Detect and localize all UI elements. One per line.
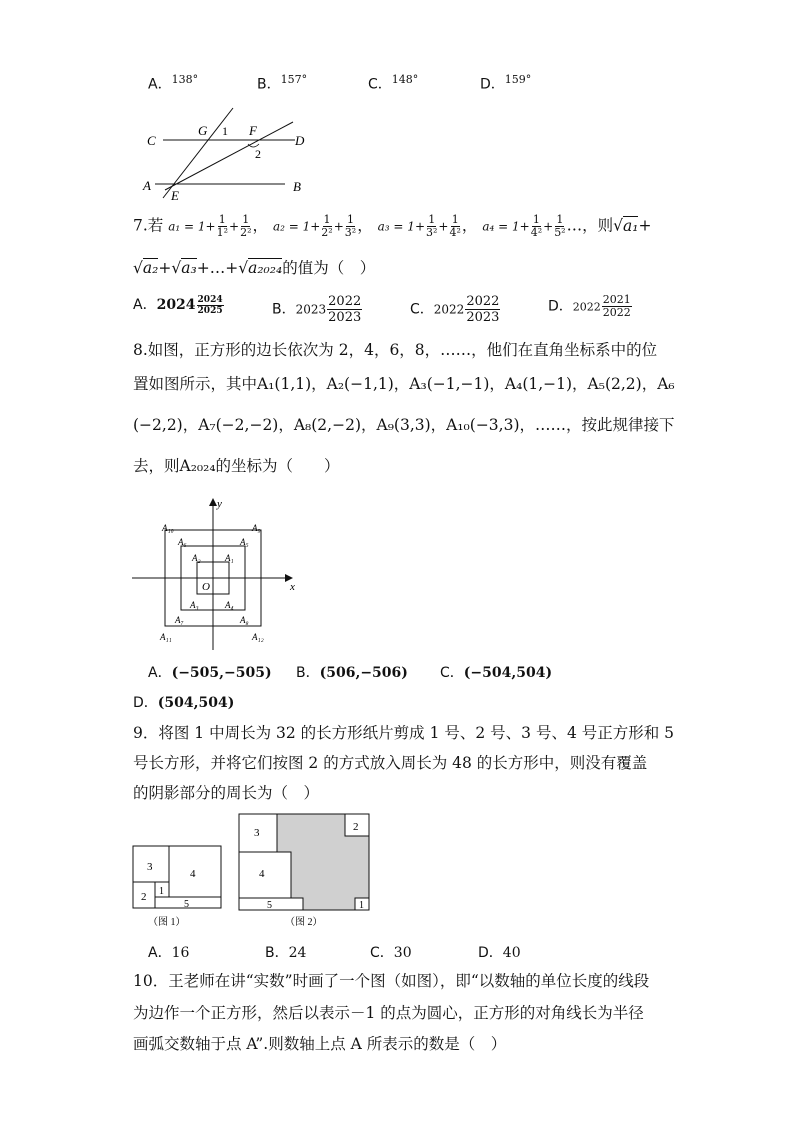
label-a10: A₁₀ (162, 523, 174, 533)
label-e: E (171, 188, 179, 203)
q10-line-2: 为边作一个正方形，然后以表示－1 的点为圆心，正方形的对角线长为半径 (133, 1004, 644, 1022)
q7-a3-prefix: a₃ = 1+ (377, 219, 425, 234)
q10-line-3: 画弧交数轴于点 A”.则数轴上点 A 所表示的数是（ ） (133, 1035, 507, 1053)
fig2-label-3: 3 (254, 827, 260, 839)
fig1-label-2: 2 (141, 891, 147, 903)
q7-tail: 的值为（ ） (282, 259, 376, 277)
q7-line-1: 7.若 a₁ = 1+ $\frac{1}{\text{1²}}$ + $\frac{1}{\text{2²}}$ ， a₂ = 1+ $\frac{1}{\text{2²}}$ + $\frac{1}{\text{3²}}$ ， a₃ = 1+ $\frac{1}{\text{3²}}$ + $\frac{1}{\text{4²}}$ ， a₄ = 1+ $\frac{1}{\text{4²}}$ + $\frac{1}{\text{5²}}$ …，则√a₁+ (133, 213, 652, 239)
q7-a4-prefix: a₄ = 1+ (482, 219, 530, 234)
q7-ellipsis: …，则 (566, 216, 614, 235)
fig2-label-4: 4 (259, 868, 265, 880)
q9-option-b[interactable]: B．24 (265, 945, 307, 961)
label-x: x (290, 581, 295, 593)
q7-intro: 若 (147, 216, 164, 235)
q6-option-c[interactable] (368, 73, 418, 94)
label-a3: A₃ (190, 600, 199, 610)
q7-number: 7. (133, 216, 148, 235)
label-a8: A₈ (240, 615, 249, 625)
q6-option-d[interactable] (480, 73, 531, 94)
q9-line-2: 号长方形，并将它们按图 2 的方式放入周长为 48 的长方形中，则没有覆盖 (133, 754, 648, 772)
q8-line-3: (−2,2)，A₇(−2,−2)，A₈(2,−2)，A₉(3,3)，A₁₀(−3,3)，……，按此规律接下 (133, 416, 675, 434)
q9-option-a[interactable]: A．16 (148, 945, 190, 961)
label-a12: A₁₂ (252, 632, 264, 642)
q7-option-b[interactable]: B．2023 $\frac{2022}{2023}$ (272, 294, 362, 325)
q8-line-2: 置如图所示，其中A₁(1,1)，A₂(−1,1)，A₃(−1,−1)，A₄(1,−1)，A₅(2,2)，A₆ (133, 375, 675, 393)
q7-sqrt-a3: √a₃ (171, 259, 197, 277)
label-a1: A₁ (225, 553, 234, 563)
fig1-label-3: 3 (147, 861, 153, 873)
q6-parallel-lines-figure (135, 100, 315, 205)
q9-option-c[interactable]: C．30 (370, 945, 412, 961)
q7-a3-frac2: $\frac{1}{\text{4²}}$ (449, 213, 461, 239)
fig2-caption: （图 2） (285, 917, 323, 928)
q8-line-4: 去，则A₂₀₂₄的坐标为（ ） (133, 457, 340, 475)
q7-a4-frac2: $\frac{1}{\text{5²}}$ (554, 213, 566, 239)
label-a: A (143, 178, 151, 193)
fig2-label-5: 5 (267, 900, 272, 911)
q6-option-c-letter: C． (368, 76, 392, 93)
label-a11: A₁₁ (160, 632, 172, 642)
q9-figure-2 (237, 812, 373, 930)
q6-option-c-value: 148° (391, 73, 419, 86)
q8-option-c[interactable]: C．(−504,504) (440, 665, 553, 681)
q7-option-c[interactable]: C．2022 $\frac{2022}{2023}$ (410, 294, 500, 325)
q9-line-3: 的阴影部分的周长为（ ） (133, 784, 320, 802)
q10-line-1: 10．王老师在讲“实数”时画了一个图（如图），即“以数轴的单位长度的线段 (133, 972, 650, 990)
label-angle-2: 2 (255, 147, 261, 161)
label-b: B (293, 179, 301, 194)
label-c: C (147, 133, 156, 148)
q7-sqrt-a2: √a₂ (133, 259, 159, 277)
label-d: D (295, 133, 305, 148)
label-angle-1: 1 (222, 124, 228, 138)
q7-a2-prefix: a₂ = 1+ (272, 219, 321, 234)
q9-option-d[interactable]: D．40 (478, 945, 521, 961)
q9-figure-1 (132, 844, 224, 930)
q8-squares-figure (130, 495, 305, 655)
q7-sqrt-a2024: √a₂₀₂₄ (238, 259, 283, 277)
q7-option-d[interactable]: D．2022 $\frac{2021}{2022}$ (548, 293, 631, 319)
q8-option-a[interactable]: A．(−505,−505) (148, 665, 272, 681)
q6-option-d-letter: D． (480, 76, 505, 93)
q6-option-b-letter: B． (257, 76, 281, 93)
q7-a1-frac1: $\frac{1}{\text{1²}}$ (216, 213, 229, 239)
q8-option-d[interactable]: D．(504,504) (133, 695, 235, 711)
q6-option-a-value: 138° (171, 73, 199, 86)
q7-a2-frac2: $\frac{1}{\text{3²}}$ (344, 213, 357, 239)
fig1-label-4: 4 (190, 868, 196, 880)
fig2-label-2: 2 (353, 821, 359, 833)
q9-line-1: 9．将图 1 中周长为 32 的长方形纸片剪成 1 号、2 号、3 号、4 号正方形和 5 (133, 724, 675, 742)
q7-a2-frac1: $\frac{1}{\text{2²}}$ (321, 213, 333, 239)
label-origin: O (202, 581, 210, 593)
fig1-caption: （图 1） (148, 917, 186, 928)
label-y: y (217, 498, 222, 510)
q8-option-b[interactable]: B．(506,−506) (296, 665, 408, 681)
fig2-label-1: 1 (359, 900, 364, 911)
label-a4: A₄ (225, 600, 234, 610)
label-a5: A₅ (240, 537, 249, 547)
label-a9: A₉ (252, 523, 261, 533)
q6-option-d-value: 159° (504, 73, 532, 86)
q7-line-2: √a₂+√a₃+…+√a₂₀₂₄的值为（ ） (133, 259, 376, 277)
label-f: F (249, 123, 257, 138)
q6-option-a-letter: A． (148, 76, 172, 93)
q7-a4-frac1: $\frac{1}{\text{4²}}$ (530, 213, 543, 239)
q8-line-1: 8.如图，正方形的边长依次为 2，4，6，8，……，他们在直角坐标系中的位 (133, 341, 658, 359)
q7-sqrt-a1: √a₁ (613, 216, 639, 235)
transversal-ef (165, 122, 293, 190)
q7-option-a[interactable]: A．2024 $\frac{2024}{2025}$ (133, 294, 223, 316)
q7-a1-prefix: a₁ = 1+ (168, 219, 216, 234)
fig1-label-1: 1 (159, 886, 164, 897)
q6-option-b-value: 157° (280, 73, 308, 86)
label-g: G (198, 123, 208, 138)
label-a2: A₂ (192, 553, 201, 563)
q7-a1-frac2: $\frac{1}{\text{2²}}$ (240, 213, 252, 239)
fig2-square-4 (239, 852, 291, 898)
label-a7: A₇ (175, 615, 184, 625)
q6-option-b[interactable] (257, 73, 307, 94)
label-a6: A₆ (178, 537, 187, 547)
q7-a3-frac1: $\frac{1}{\text{3²}}$ (426, 213, 438, 239)
q6-option-a[interactable] (148, 73, 198, 94)
fig1-label-5: 5 (184, 899, 189, 910)
